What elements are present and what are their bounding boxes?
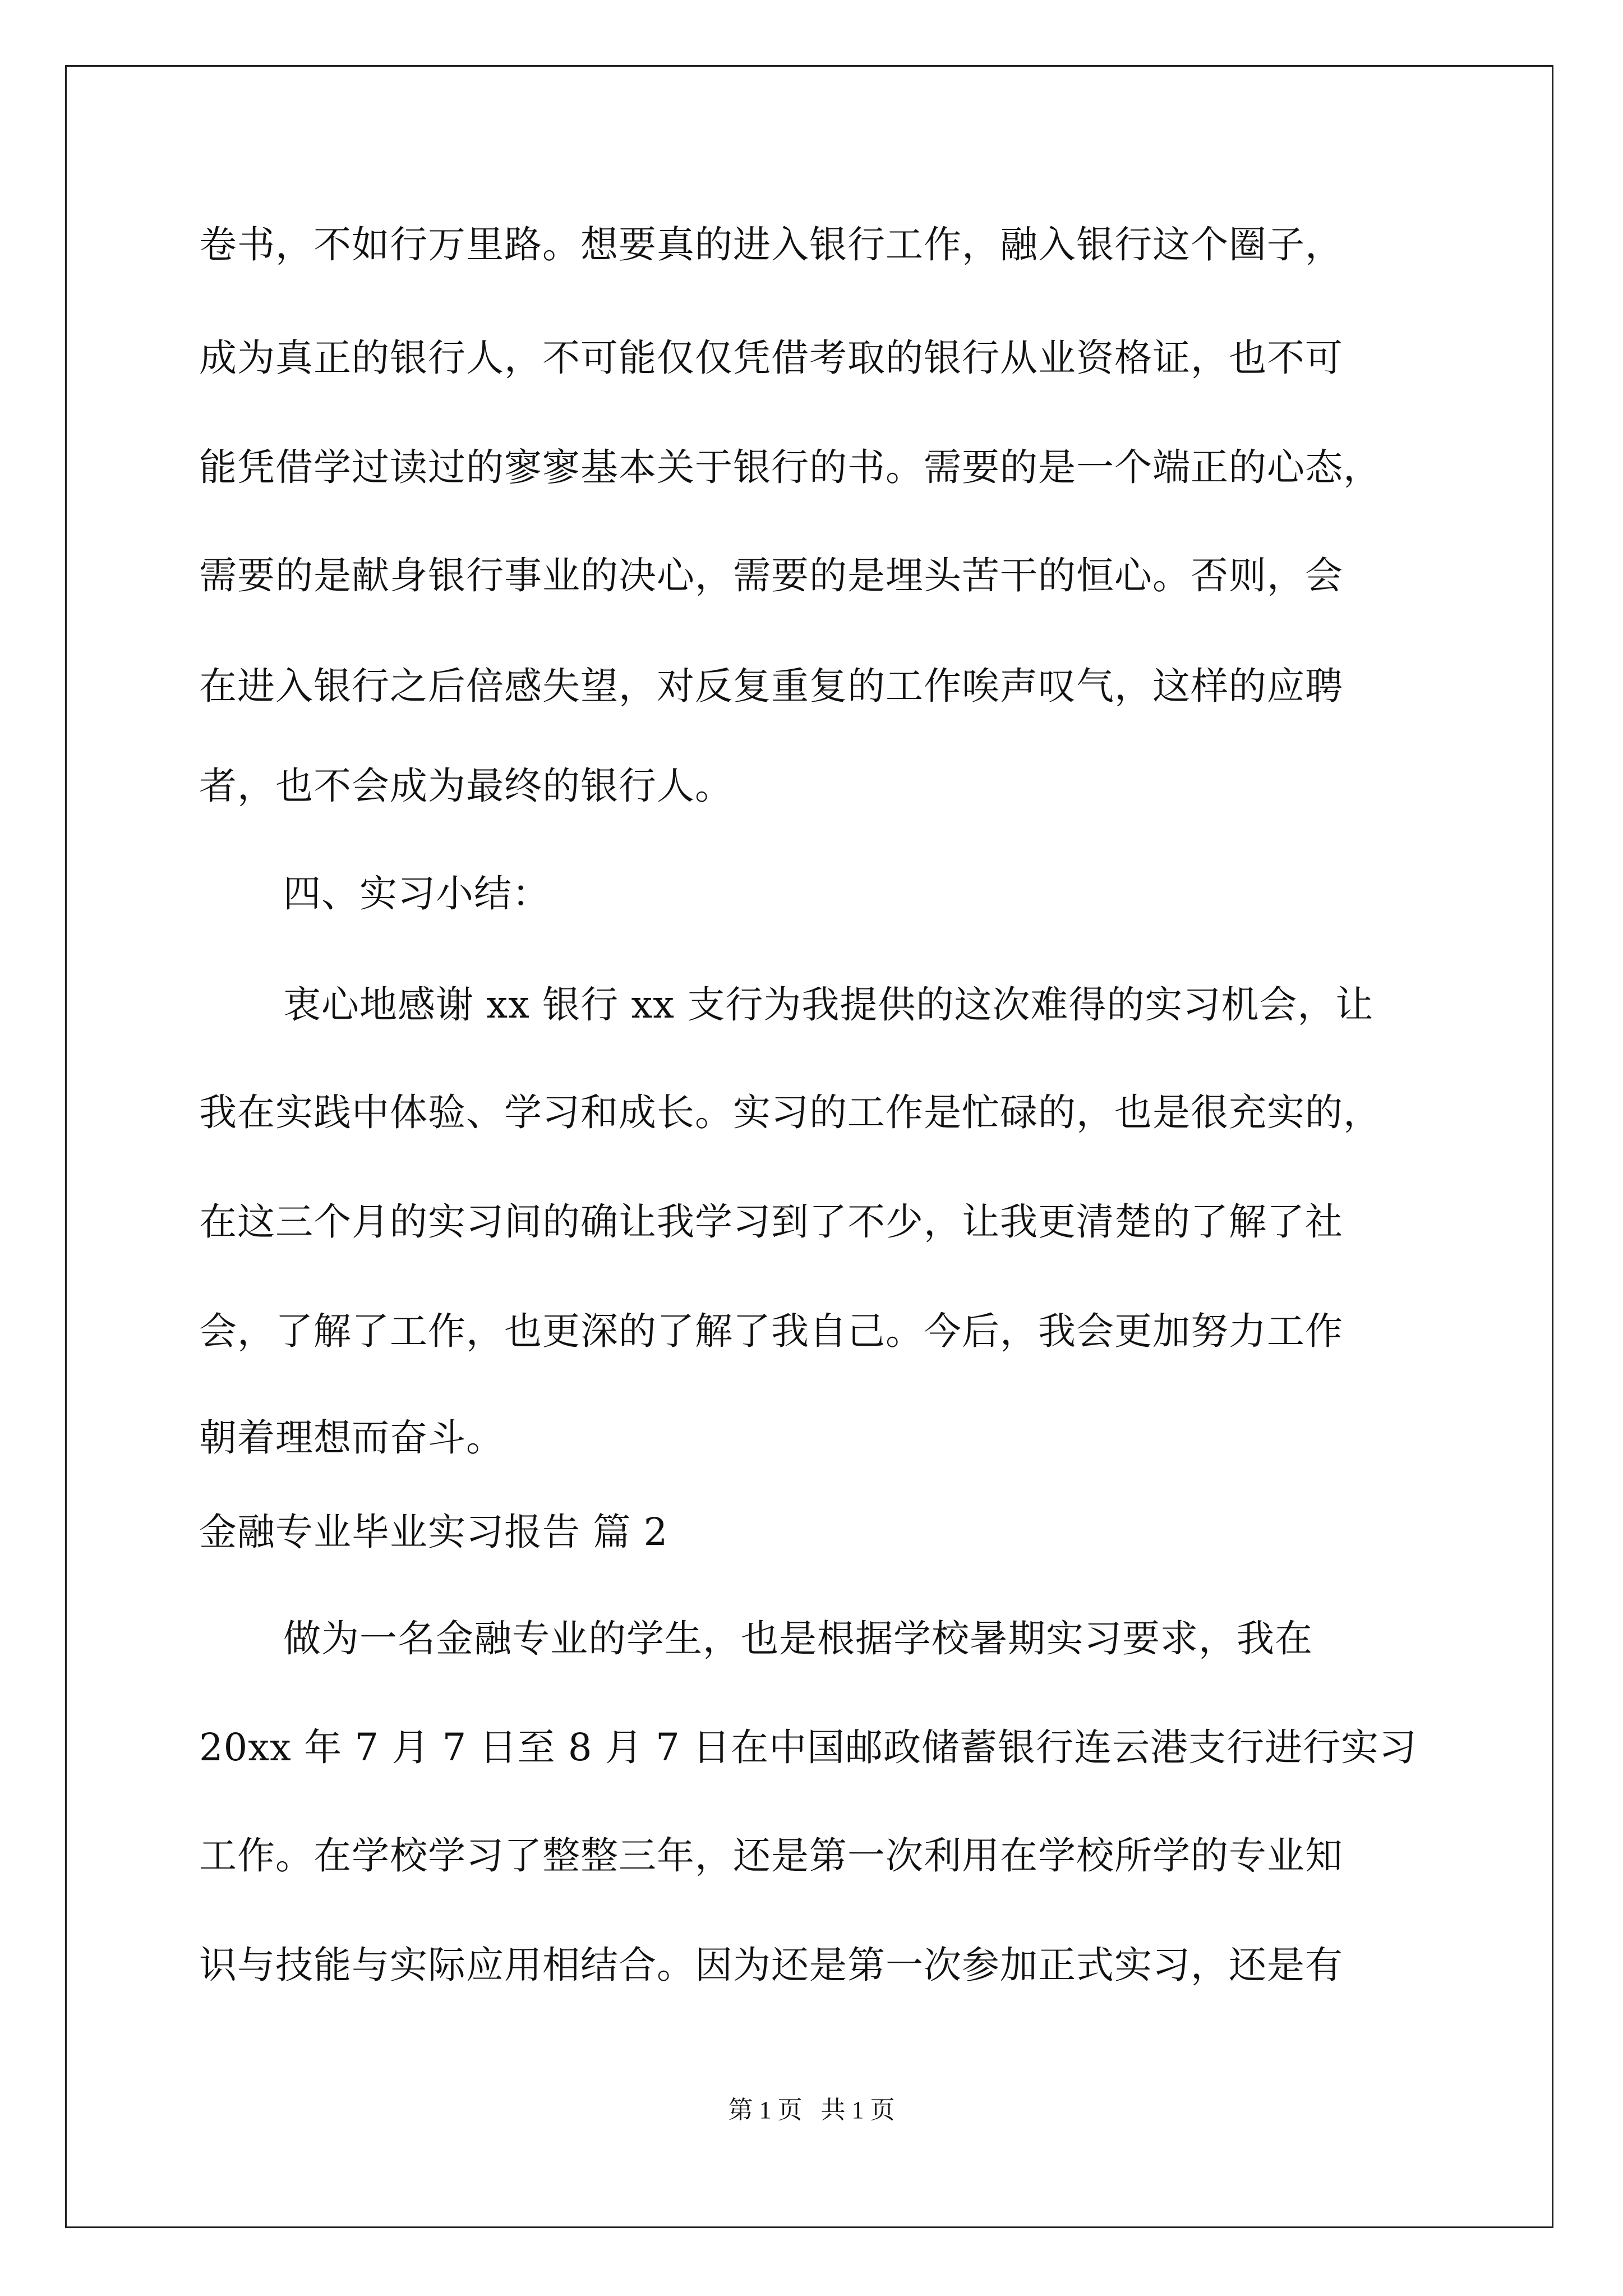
body-text-line: 工作。在学校学习了整整三年，还是第一次利用在学校所学的专业知: [199, 1834, 1343, 1878]
section-heading: 四、实习小结：: [283, 872, 550, 915]
body-text-line: 识与技能与实际应用相结合。因为还是第一次参加正式实习，还是有: [199, 1943, 1343, 1987]
body-text-line: 在这三个月的实习间的确让我学习到了不少，让我更清楚的了解了社: [199, 1200, 1343, 1244]
body-text-line: 者，也不会成为最终的银行人。: [199, 764, 733, 808]
page-footer: 第 1 页 共 1 页: [728, 2096, 895, 2124]
body-text-line: 需要的是献身银行事业的决心，需要的是埋头苦干的恒心。否则，会: [199, 554, 1343, 597]
body-text-line: 衷心地感谢 xx 银行 xx 支行为我提供的这次难得的实习机会，让: [283, 983, 1374, 1027]
body-text-line: 成为真正的银行人，不可能仅仅凭借考取的银行从业资格证，也不可: [199, 336, 1343, 380]
body-text-line: 卷书，不如行万里路。想要真的进入银行工作，融入银行这个圈子，: [199, 223, 1343, 266]
body-text-line: 在进入银行之后倍感失望，对反复重复的工作唉声叹气，这样的应聘: [199, 664, 1343, 708]
article-heading: 金融专业毕业实习报告 篇 2: [199, 1510, 668, 1554]
body-text-line: 能凭借学过读过的寥寥基本关于银行的书。需要的是一个端正的心态，: [199, 445, 1381, 489]
body-text-line: 我在实践中体验、学习和成长。实习的工作是忙碌的，也是很充实的，: [199, 1091, 1381, 1134]
page-border: [65, 65, 1553, 2228]
body-text-line: 朝着理想而奋斗。: [199, 1416, 504, 1460]
body-text-line: 20xx 年 7 月 7 日至 8 月 7 日在中国邮政储蓄银行连云港支行进行实习: [199, 1726, 1418, 1769]
body-text-line: 做为一名金融专业的学生，也是根据学校暑期实习要求，我在: [283, 1617, 1313, 1660]
body-text-line: 会，了解了工作，也更深的了解了我自己。今后，我会更加努力工作: [199, 1309, 1343, 1353]
